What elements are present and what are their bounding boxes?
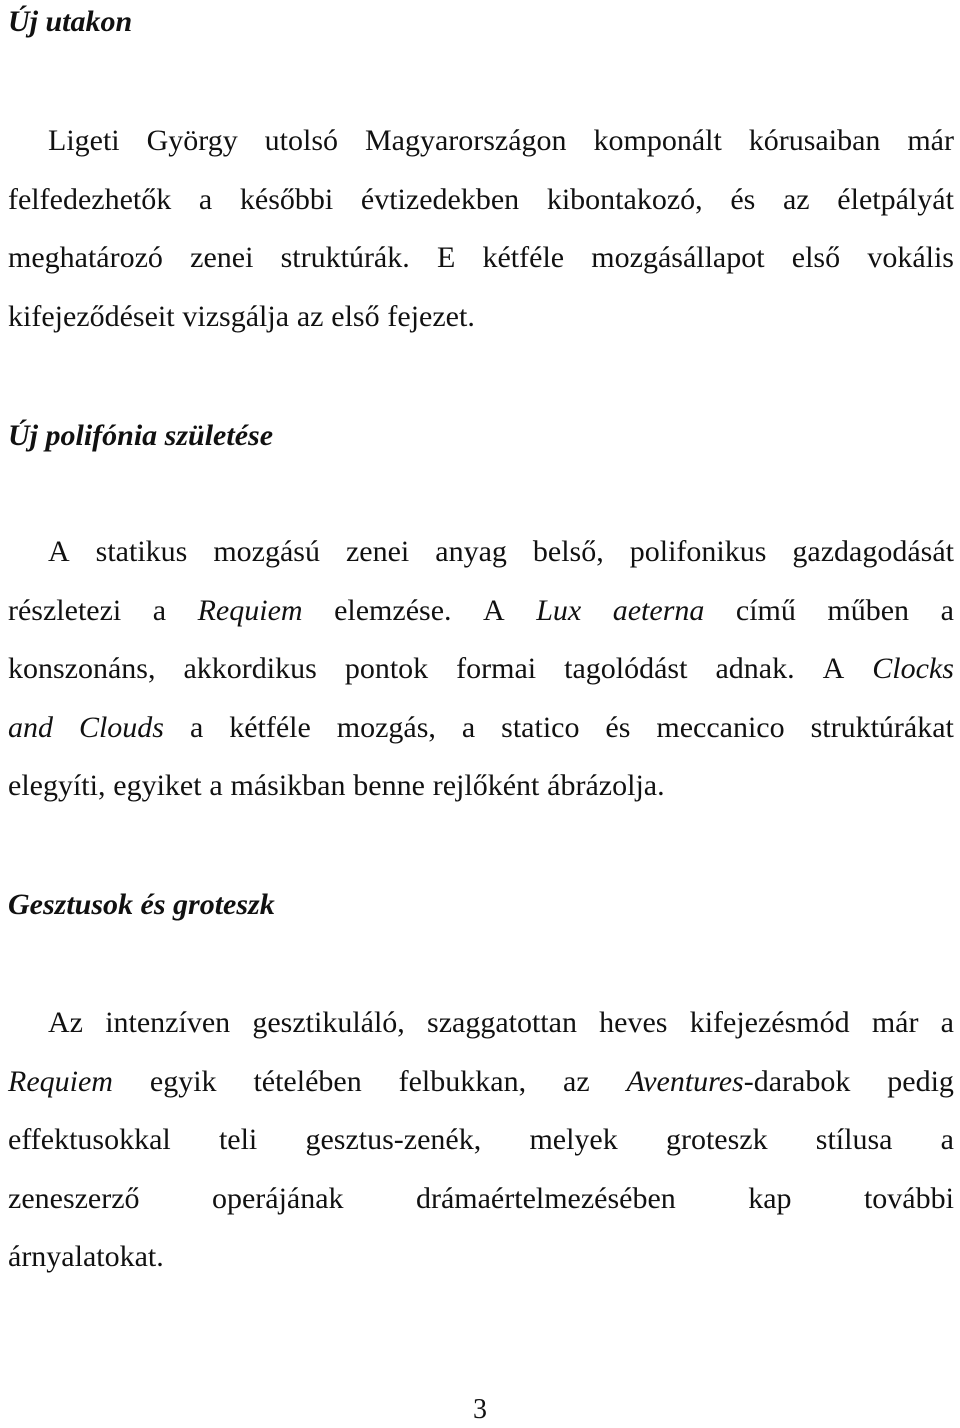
word: részletezi xyxy=(8,593,122,627)
word: és xyxy=(730,182,756,216)
paragraph-uj-polifonia xyxy=(8,523,954,816)
word: Clocks xyxy=(872,652,954,685)
word: aeterna xyxy=(612,593,705,627)
word: az xyxy=(296,299,324,333)
word: fejezet. xyxy=(387,299,475,333)
word: meccanico xyxy=(656,710,785,744)
word: az xyxy=(563,1064,590,1098)
word: utolsó xyxy=(264,124,339,157)
word: statico xyxy=(501,710,580,744)
word: kifejeződéseit xyxy=(8,299,175,333)
word: effektusokkal xyxy=(8,1123,171,1156)
word: meghatározó xyxy=(8,241,163,274)
word: A xyxy=(822,652,845,685)
word: akkordikus xyxy=(183,652,317,685)
word: heves xyxy=(599,1006,668,1039)
word: másikban xyxy=(230,769,346,802)
word: statikus xyxy=(95,535,188,568)
paragraph-line xyxy=(8,1228,954,1287)
word: struktúrák. xyxy=(280,241,410,274)
word: vizsgálja xyxy=(182,299,290,333)
word: zenei xyxy=(190,241,254,274)
word: egyik xyxy=(149,1064,217,1098)
paragraph-uj-utakon xyxy=(8,112,954,346)
paragraph-line xyxy=(8,112,954,171)
section-heading-gesztusok: Gesztusok és groteszk xyxy=(8,888,275,921)
word: struktúrákat xyxy=(810,710,954,744)
paragraph-line xyxy=(8,640,954,699)
word: intenzíven xyxy=(105,1006,231,1039)
paragraph-line xyxy=(8,171,954,230)
word: a xyxy=(209,769,223,802)
paragraph-line xyxy=(8,994,954,1053)
word: a xyxy=(940,1123,954,1156)
section-heading-uj-utakon: Új utakon xyxy=(8,5,133,38)
paragraph-line xyxy=(8,1053,954,1112)
page-number: 3 xyxy=(473,1394,487,1425)
word: groteszk xyxy=(665,1123,768,1156)
word: későbbi xyxy=(239,182,334,216)
word: és xyxy=(605,710,631,744)
paragraph-line xyxy=(8,1111,954,1170)
word: Lux xyxy=(536,593,582,627)
word: műben xyxy=(827,593,910,627)
word: első xyxy=(331,299,380,333)
section-heading-uj-polifonia: Új polifónia születése xyxy=(8,419,274,452)
word: a xyxy=(198,182,213,216)
word: konszonáns, xyxy=(8,652,156,685)
word: a xyxy=(940,1006,954,1039)
word: stílusa xyxy=(815,1123,893,1156)
word: kap xyxy=(748,1181,792,1215)
word: zeneszerző xyxy=(8,1181,140,1215)
word: komponált xyxy=(593,124,722,157)
word: anyag xyxy=(435,535,507,568)
word: formai xyxy=(456,652,537,685)
word: Clouds xyxy=(78,710,164,744)
word: Ligeti xyxy=(48,124,120,157)
word: a xyxy=(461,710,476,744)
word: György xyxy=(146,124,238,157)
word: Magyarországon xyxy=(364,124,567,157)
word: Aventures-darabok xyxy=(626,1064,851,1098)
word: elegyíti, xyxy=(8,769,106,802)
word: Requiem xyxy=(8,1064,113,1098)
word: a xyxy=(152,593,167,627)
word: már xyxy=(871,1006,919,1039)
paragraph-line xyxy=(8,757,954,816)
word: mozgású xyxy=(213,535,320,568)
word: drámaértelmezésében xyxy=(415,1181,676,1215)
word: kibontakozó, xyxy=(546,182,703,216)
word: szaggatottan xyxy=(427,1006,577,1039)
word: mozgás, xyxy=(336,710,436,744)
word: pontok xyxy=(344,652,429,685)
word: gazdagodását xyxy=(792,535,954,568)
word: felfedezhetők xyxy=(8,182,172,216)
paragraph-line xyxy=(8,1170,954,1229)
paragraph-line xyxy=(8,229,954,288)
word: kétféle xyxy=(482,241,565,274)
paragraph-line xyxy=(8,288,954,347)
word: vokális xyxy=(867,241,954,274)
paragraph-gesztusok xyxy=(8,994,954,1287)
word: benne xyxy=(353,769,425,802)
word: című xyxy=(735,593,796,627)
word: tételében xyxy=(253,1064,362,1098)
word: gesztus-zenék, xyxy=(305,1123,482,1156)
word: belső, xyxy=(532,535,604,568)
word: kifejezésmód xyxy=(689,1006,850,1039)
word: gesztikuláló, xyxy=(252,1006,405,1039)
word: adnak. xyxy=(715,652,795,685)
word: felbukkan, xyxy=(398,1064,527,1098)
word: ábrázolja. xyxy=(547,769,665,802)
word: a xyxy=(940,593,954,627)
word: Requiem xyxy=(197,593,303,627)
word: zenei xyxy=(345,535,410,568)
word: árnyalatokat. xyxy=(8,1240,164,1273)
paragraph-line xyxy=(8,523,954,582)
word: évtizedekben xyxy=(360,182,520,216)
word: Az xyxy=(48,1006,83,1039)
word: már xyxy=(907,124,954,157)
word: életpályát xyxy=(837,182,954,216)
word: az xyxy=(782,182,810,216)
word: A xyxy=(483,593,505,627)
paragraph-line xyxy=(8,582,954,641)
word: rejlőként xyxy=(432,769,540,802)
word: A xyxy=(48,535,70,568)
word: and xyxy=(8,710,53,744)
word: kórusaiban xyxy=(748,124,881,157)
word: E xyxy=(436,241,456,274)
word: tagolódást xyxy=(564,652,688,685)
word: mozgásállapot xyxy=(591,241,765,274)
word: polifonikus xyxy=(629,535,767,568)
word: a xyxy=(189,710,204,744)
word: teli xyxy=(218,1123,258,1156)
word: kétféle xyxy=(229,710,311,744)
word: operájának xyxy=(211,1181,344,1215)
word: további xyxy=(863,1181,954,1215)
word: egyiket xyxy=(113,769,202,802)
word: pedig xyxy=(887,1064,954,1098)
word: elemzése. xyxy=(334,593,452,627)
paragraph-line xyxy=(8,699,954,758)
word: első xyxy=(791,241,841,274)
word: melyek xyxy=(529,1123,618,1156)
